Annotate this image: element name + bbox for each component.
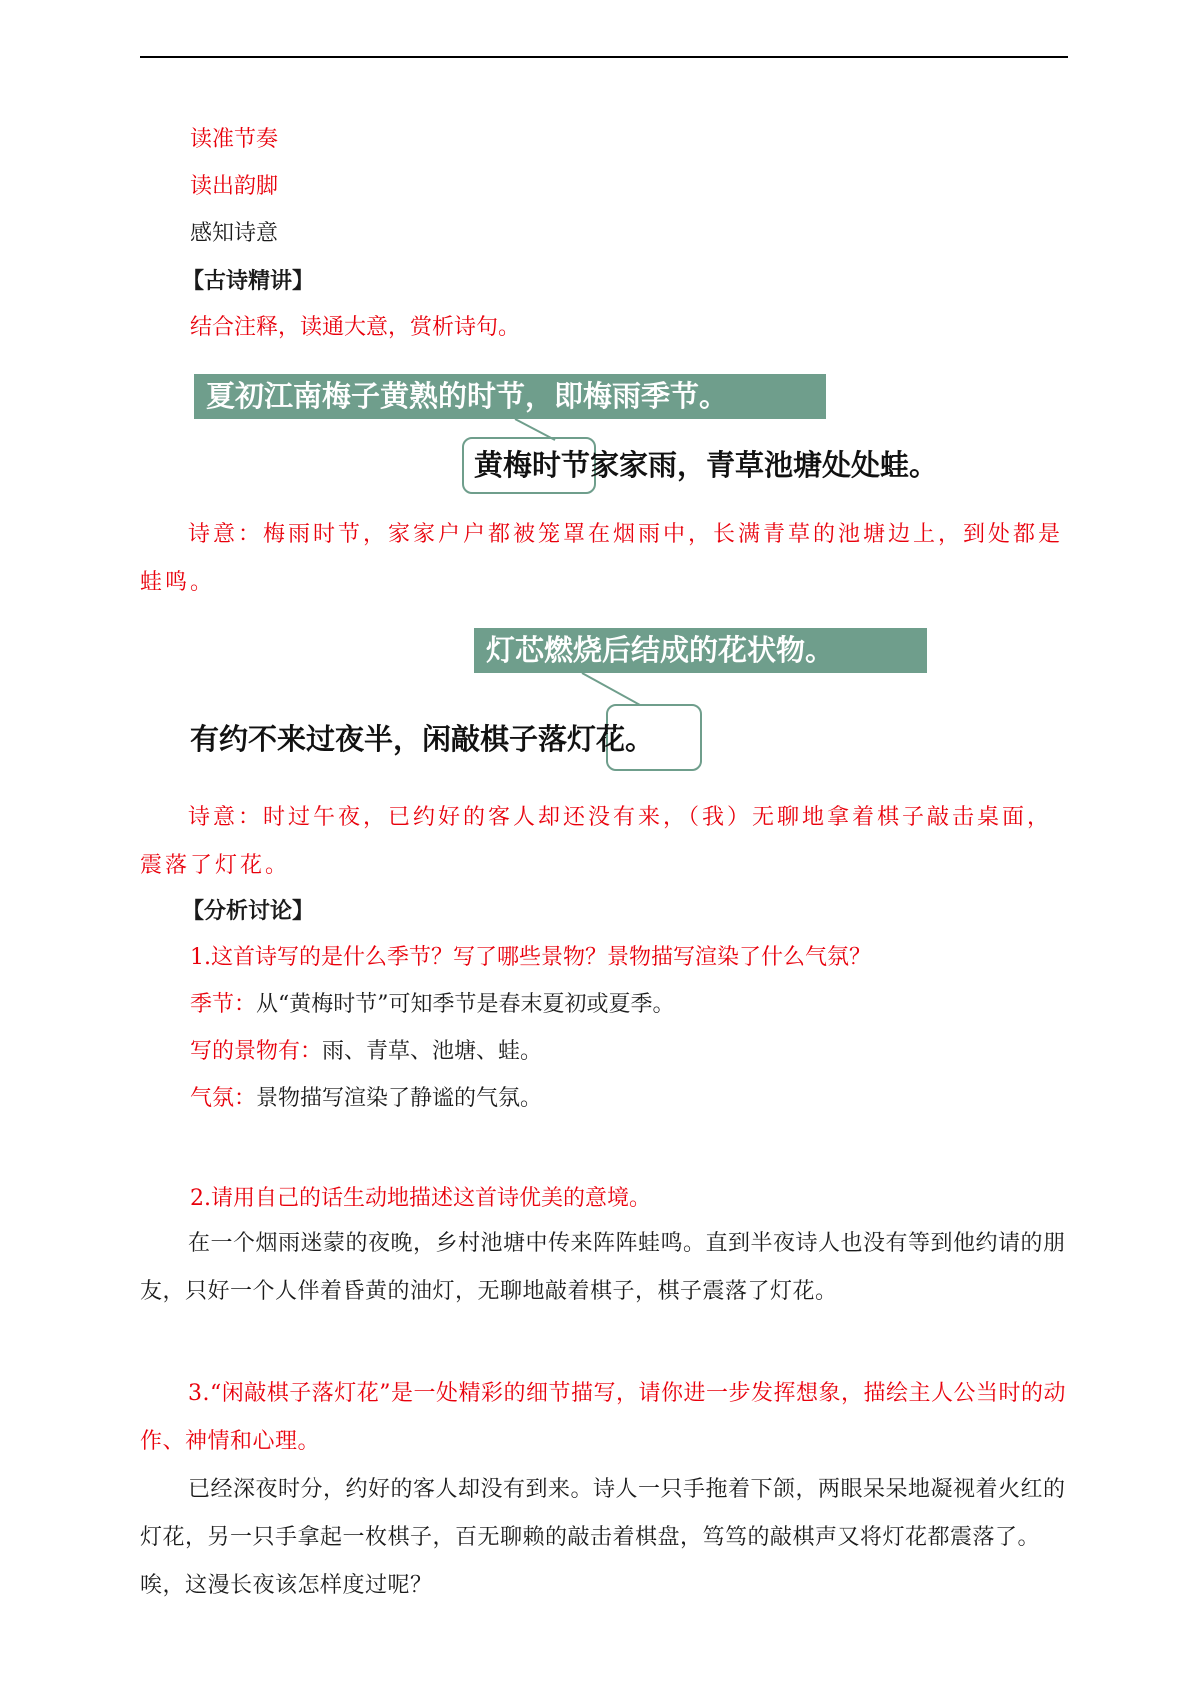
answer-1-scenery-text: 雨、青草、池塘、蛙。 — [322, 1039, 543, 1064]
step-read-rhyme: 读出韵脚 — [190, 174, 279, 199]
verse-highlight-denghua: 灯花。 — [567, 722, 655, 756]
answer-1-scenery-label: 写的景物有： — [190, 1039, 323, 1064]
annotation-meiyu-season: 夏初江南梅子黄熟的时节，即梅雨季节。 — [194, 374, 826, 419]
verse-line-2 — [190, 717, 654, 761]
answer-1-season — [190, 990, 675, 1020]
poem-meaning-2: 诗意：时过午夜，已约好的客人却还没有来，（我）无聊地拿着棋子敲击桌面，震落了灯花。 — [140, 805, 1053, 878]
answer-1-mood — [190, 1084, 542, 1114]
annotation-lamp-flower: 灯芯燃烧后结成的花状物。 — [474, 628, 927, 673]
poem-meaning-1: 诗意：梅雨时节，家家户户都被笼罩在烟雨中，长满青草的池塘边上，到处都是蛙鸣。 — [140, 522, 1064, 595]
section-heading-poem-explained: 【古诗精讲】 — [182, 268, 315, 294]
question-2: 2.请用自己的话生动地描述这首诗优美的意境。 — [190, 1186, 651, 1211]
answer-2: 在一个烟雨迷蒙的夜晚，乡村池塘中传来阵阵蛙鸣。直到半夜诗人也没有等到他约请的朋友，只好一个人伴着昏黄的油灯，无聊地敲着棋子，棋子震落了灯花。 — [140, 1231, 1066, 1304]
verse-before-2: 有约不来过夜半，闲敲棋子落 — [190, 722, 568, 756]
answer-1-season-label: 季节： — [190, 992, 257, 1017]
answer-1-mood-label: 气氛： — [190, 1086, 257, 1111]
question-3: 3.“闲敲棋子落灯花”是一处精彩的细节描写，请你进一步发挥想象，描绘主人公当时的动作、神情和心理。 — [140, 1381, 1066, 1454]
verse-rest-1: 家家雨，青草池塘处处蛙。 — [590, 448, 939, 482]
answer-3: 已经深夜时分，约好的客人却没有到来。诗人一只手拖着下颌，两眼呆呆地凝视着火红的灯花，另一只手拿起一枚棋子，百无聊赖的敲击着棋盘，笃笃的敲棋声又将灯花都震落了。唉，这漫长夜该怎样度过呢？ — [140, 1477, 1066, 1598]
poem-instruction: 结合注释，读通大意，赏析诗句。 — [190, 315, 521, 340]
step-perceive-meaning: 感知诗意 — [190, 221, 279, 246]
question-1: 1.这首诗写的是什么季节？写了哪些景物？景物描写渲染了什么气氛？ — [190, 945, 871, 970]
section-heading-discussion: 【分析讨论】 — [182, 898, 315, 924]
step-read-rhythm: 读准节奏 — [190, 127, 279, 152]
answer-1-scenery — [190, 1037, 542, 1067]
verse-highlight-huangmei: 黄梅时节 — [474, 448, 591, 482]
answer-1-mood-text: 景物描写渲染了静谧的气氛。 — [256, 1086, 543, 1111]
answer-1-season-text: 从“黄梅时节”可知季节是春末夏初或夏季。 — [256, 992, 675, 1017]
